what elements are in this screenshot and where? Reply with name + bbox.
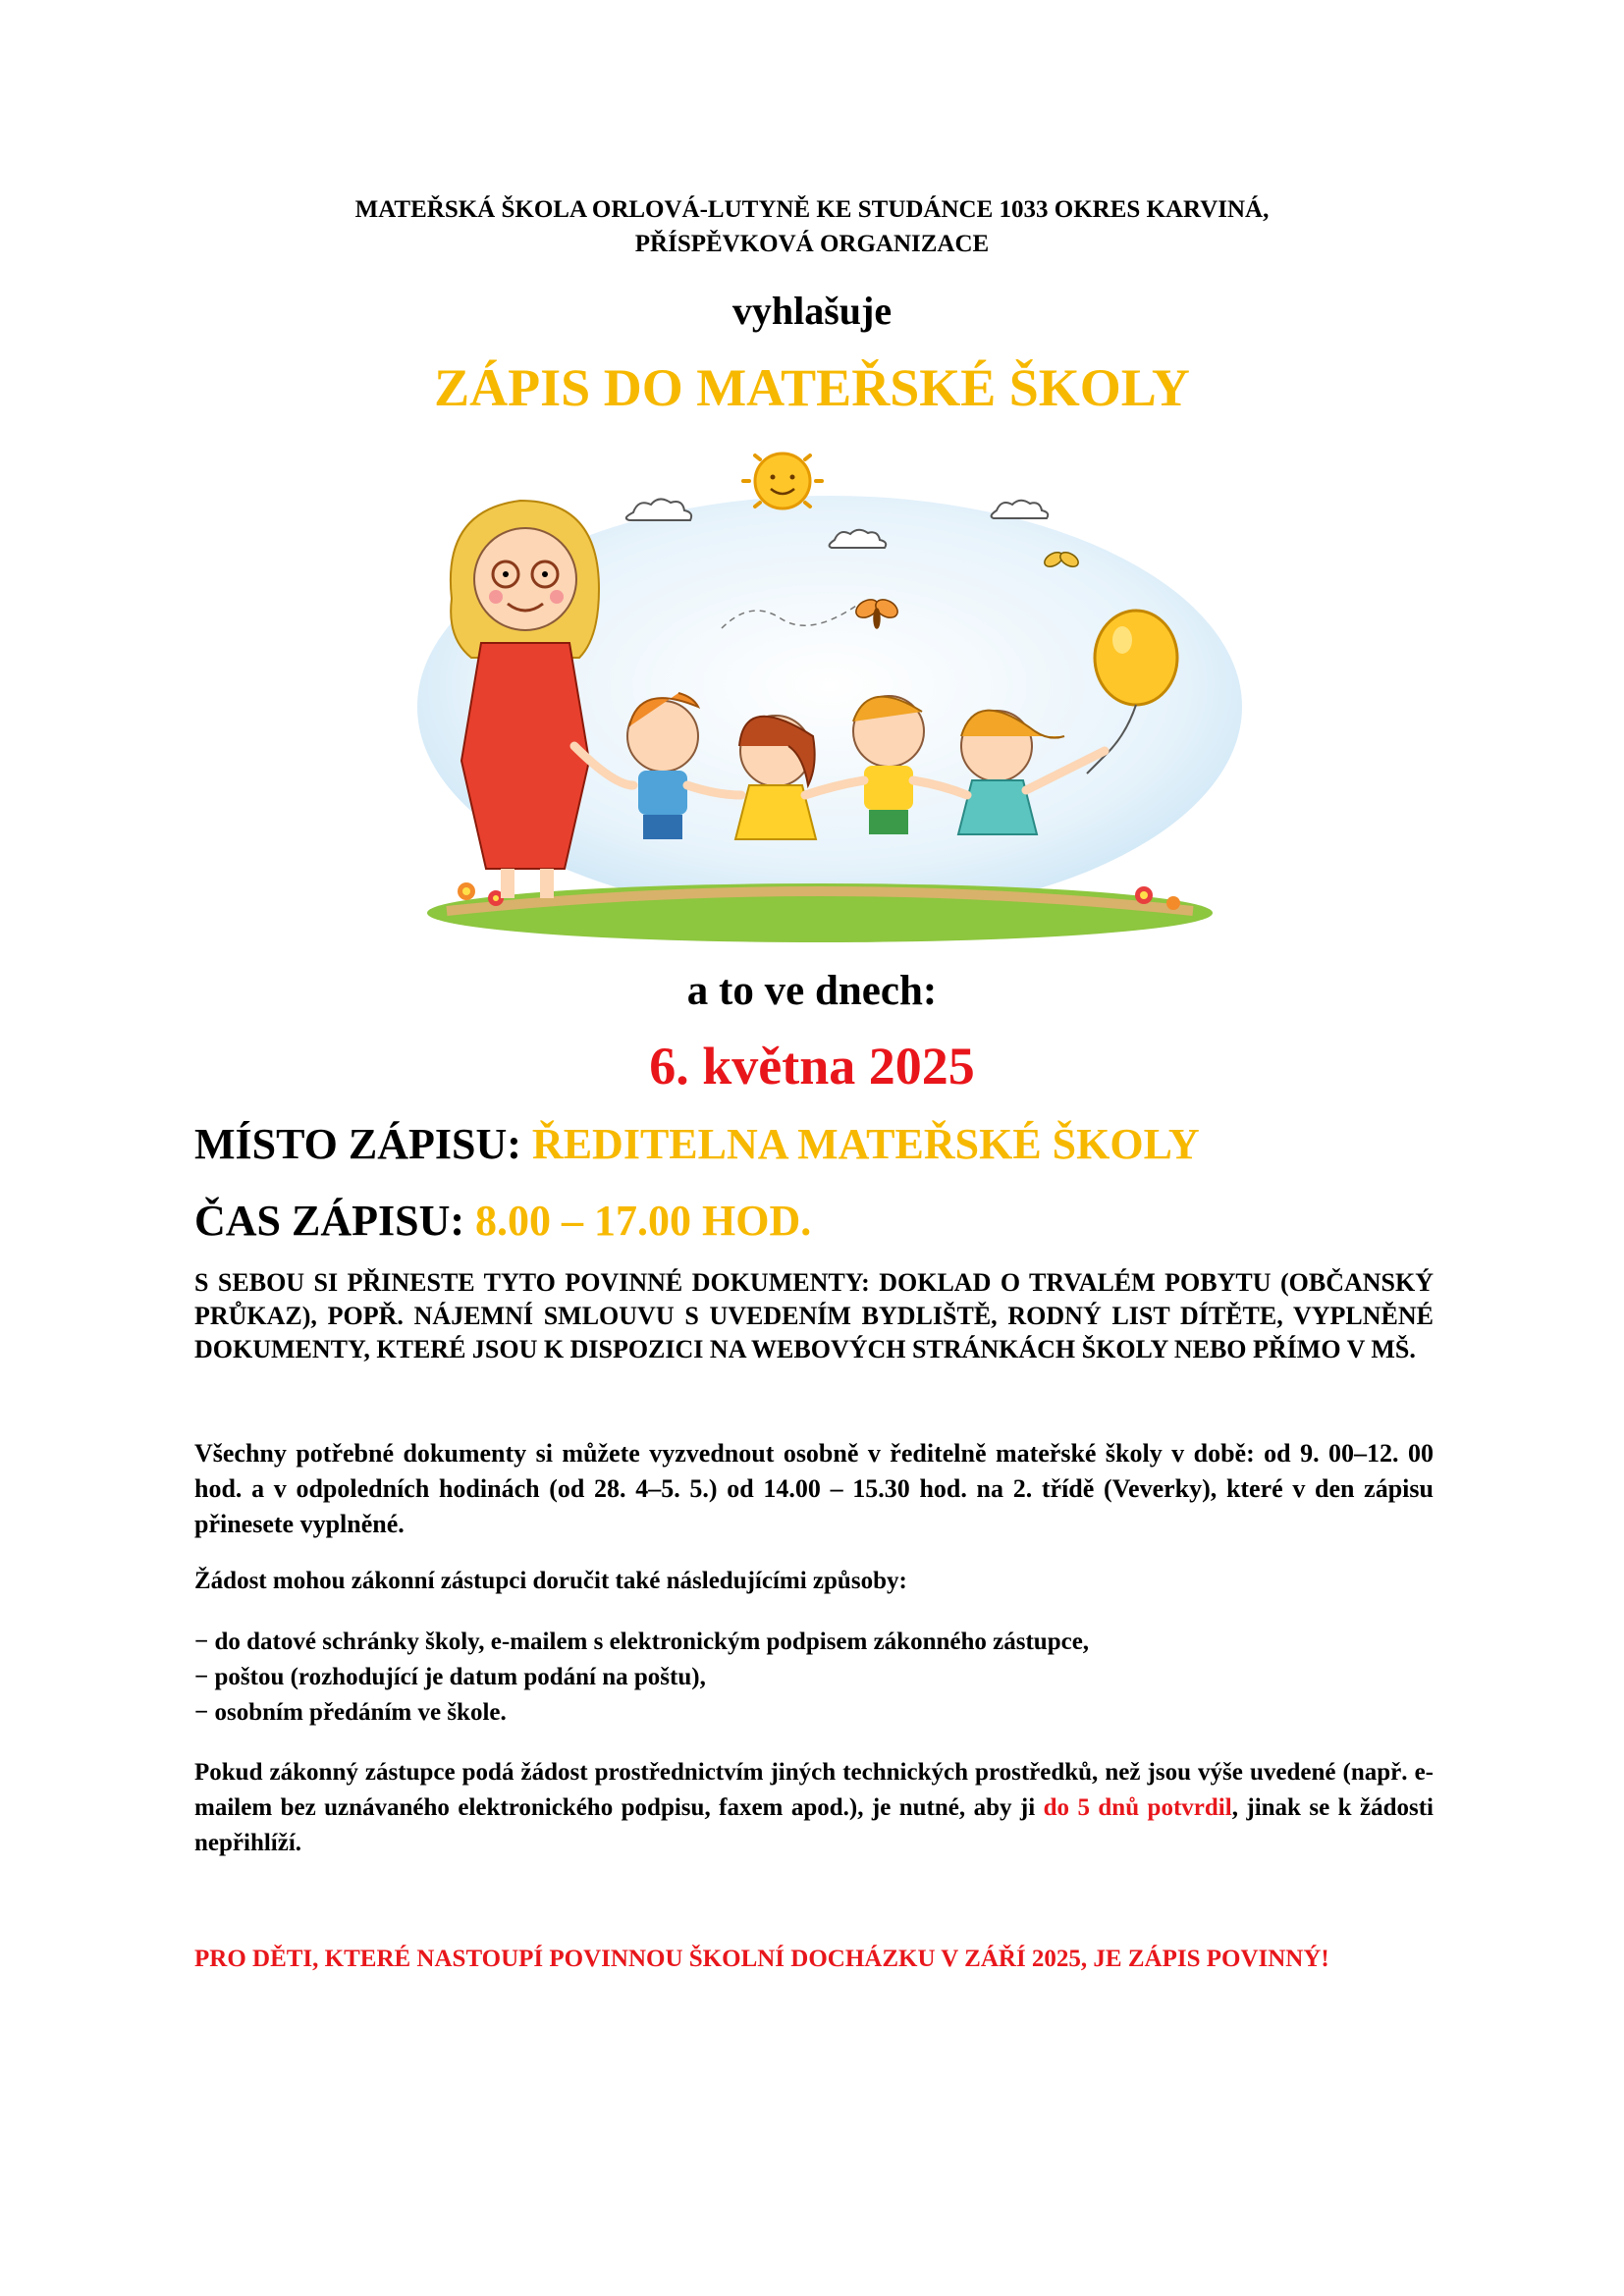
list-item: − poštou (rozhodující je datum podání na poštu), xyxy=(194,1664,706,1690)
time-line xyxy=(194,1196,1434,1246)
time-label: ČAS ZÁPISU: xyxy=(194,1197,465,1245)
other-means-text: Pokud zákonný zástupce podá žádost prostřednictvím jiných technických prostředků, než jsou výše uvedené (např. e-mailem bez uznávaného elektronického podpisu, faxem apod.), je nutné, aby ji xyxy=(194,1759,1434,1821)
mandatory-enrollment-notice: PRO DĚTI, KTERÉ NASTOUPÍ POVINNOU ŠKOLNÍ DOCHÁZKU V ZÁŘÍ 2025, JE ZÁPIS POVINNÝ! xyxy=(194,1946,1329,1972)
page-title: ZÁPIS DO MATEŘSKÉ ŠKOLY xyxy=(434,358,1190,417)
days-intro: a to ve dnech: xyxy=(686,968,938,1014)
document-pickup-text: Všechny potřebné dokumenty si můžete vyzvednout osobně v ředitelně mateřské školy v době: od 9. 00–12. 00 hod. a v odpoledních hodinách (od 28. 4–5. 5.) od 14.00 – 15.30 hod. na 2. třídě (Veverky), které v den zápisu přinesete vyplněné. xyxy=(194,1439,1434,1538)
list-item: − do datové schránky školy, e-mailem s elektronickým podpisem zákonného zástupce, xyxy=(194,1629,1090,1655)
place-value: ŘEDITELNA MATEŘSKÉ ŠKOLY xyxy=(531,1120,1200,1168)
enrollment-date: 6. května 2025 xyxy=(649,1037,975,1095)
place-label: MÍSTO ZÁPISU: xyxy=(194,1120,521,1168)
place-line xyxy=(194,1119,1434,1169)
list-item: − osobním předáním ve škole. xyxy=(194,1699,507,1726)
announce-word: vyhlašuje xyxy=(731,289,893,333)
school-name-line-1: MATEŘSKÁ ŠKOLA ORLOVÁ-LUTYNĚ KE STUDÁNCE 1033 OKRES KARVINÁ, xyxy=(354,196,1270,223)
delivery-methods-intro: Žádost mohou zákonní zástupci doručit také následujícími způsoby: xyxy=(194,1568,907,1594)
school-name-line-2: PŘÍSPĚVKOVÁ ORGANIZACE xyxy=(634,231,990,257)
required-documents-text: S SEBOU SI PŘINESTE TYTO POVINNÉ DOKUMENTY: DOKLAD O TRVALÉM POBYTU (OBČANSKÝ PRŮKAZ), POPŘ. NÁJEMNÍ SMLOUVU S UVEDENÍM BYDLIŠTĚ, RODNÝ LIST DÍTĚTE, VYPLNĚNÉ DOKUMENTY, KTERÉ JSOU K DISPOZICI NA WEBOVÝCH STRÁNKÁCH ŠKOLY NEBO PŘÍMO V MŠ. xyxy=(194,1268,1434,1363)
confirm-deadline-highlight: do 5 dnů potvrdil xyxy=(1043,1794,1232,1821)
delivery-methods-list xyxy=(194,1625,1434,1731)
time-value: 8.00 – 17.00 HOD. xyxy=(475,1197,812,1245)
other-means-tail: , jinak se k žádosti nepřihlíží. xyxy=(194,1794,1434,1856)
kindergarten-illustration xyxy=(398,452,1242,952)
other-means-paragraph xyxy=(194,1755,1434,1861)
